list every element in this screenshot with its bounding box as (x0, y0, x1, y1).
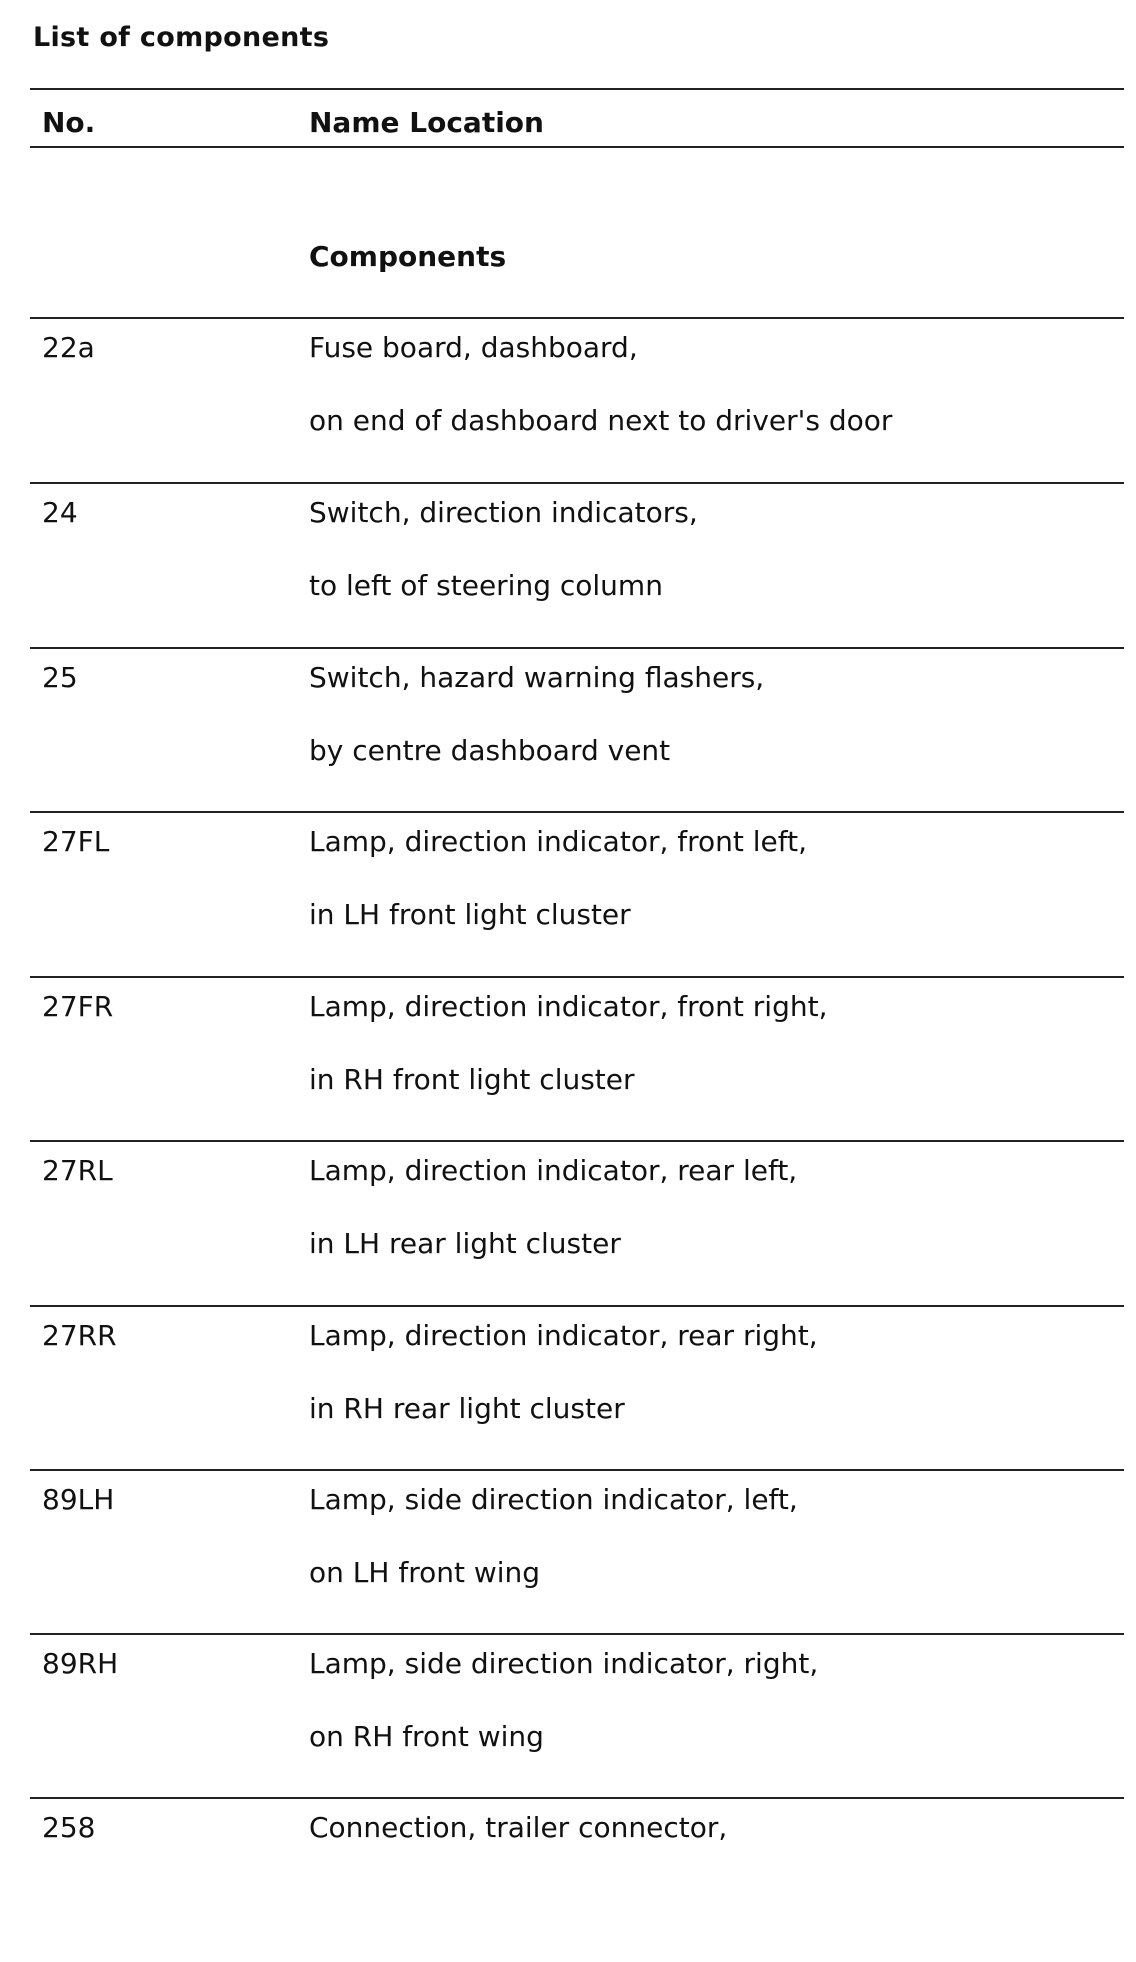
table-row (0, 1469, 1136, 1634)
table-row (0, 317, 1136, 482)
component-number: 24 (42, 496, 78, 529)
component-location: in LH front light cluster (309, 898, 631, 931)
row-rule (30, 1633, 1124, 1635)
component-location: on end of dashboard next to driver's door (309, 404, 893, 437)
component-name: Lamp, side direction indicator, right, (309, 1647, 819, 1680)
component-name: Fuse board, dashboard, (309, 331, 638, 364)
component-name: Lamp, direction indicator, front left, (309, 825, 808, 858)
component-name: Switch, hazard warning flashers, (309, 661, 765, 694)
table-row (0, 976, 1136, 1141)
component-name: Lamp, direction indicator, rear left, (309, 1154, 798, 1187)
component-number: 27RL (42, 1154, 113, 1187)
column-header-no: No. (42, 106, 96, 139)
component-location: in RH rear light cluster (309, 1392, 625, 1425)
component-number: 27RR (42, 1319, 117, 1352)
table-row (0, 1305, 1136, 1470)
component-number: 89LH (42, 1483, 115, 1516)
header-top-rule (30, 88, 1124, 90)
component-number: 89RH (42, 1647, 119, 1680)
component-location: in RH front light cluster (309, 1063, 635, 1096)
row-rule (30, 1140, 1124, 1142)
table-row (0, 482, 1136, 647)
component-location: in LH rear light cluster (309, 1227, 621, 1260)
component-location: on LH front wing (309, 1556, 541, 1589)
component-location: by centre dashboard vent (309, 734, 671, 767)
component-name: Lamp, direction indicator, front right, (309, 990, 828, 1023)
row-rule (30, 976, 1124, 978)
header-bottom-rule (30, 146, 1124, 148)
component-name: Lamp, direction indicator, rear right, (309, 1319, 818, 1352)
component-number: 22a (42, 331, 95, 364)
row-rule (30, 482, 1124, 484)
component-name: Lamp, side direction indicator, left, (309, 1483, 798, 1516)
component-name: Connection, trailer connector, (309, 1811, 728, 1844)
table-row (0, 1797, 1136, 1962)
row-rule (30, 317, 1124, 319)
component-number: 27FR (42, 990, 114, 1023)
section-title: Components (309, 240, 507, 273)
component-number: 25 (42, 661, 78, 694)
component-number: 27FL (42, 825, 110, 858)
column-header-name-location: Name Location (309, 106, 544, 139)
table-row (0, 811, 1136, 976)
row-rule (30, 1469, 1124, 1471)
row-rule (30, 811, 1124, 813)
component-name: Switch, direction indicators, (309, 496, 698, 529)
table-row (0, 1140, 1136, 1305)
component-number: 258 (42, 1811, 96, 1844)
table-row (0, 647, 1136, 812)
component-location: on RH front wing (309, 1720, 544, 1753)
document-title: List of components (33, 22, 330, 53)
row-rule (30, 1305, 1124, 1307)
component-location: to left of steering column (309, 569, 663, 602)
row-rule (30, 1797, 1124, 1799)
table-row (0, 1633, 1136, 1798)
row-rule (30, 647, 1124, 649)
